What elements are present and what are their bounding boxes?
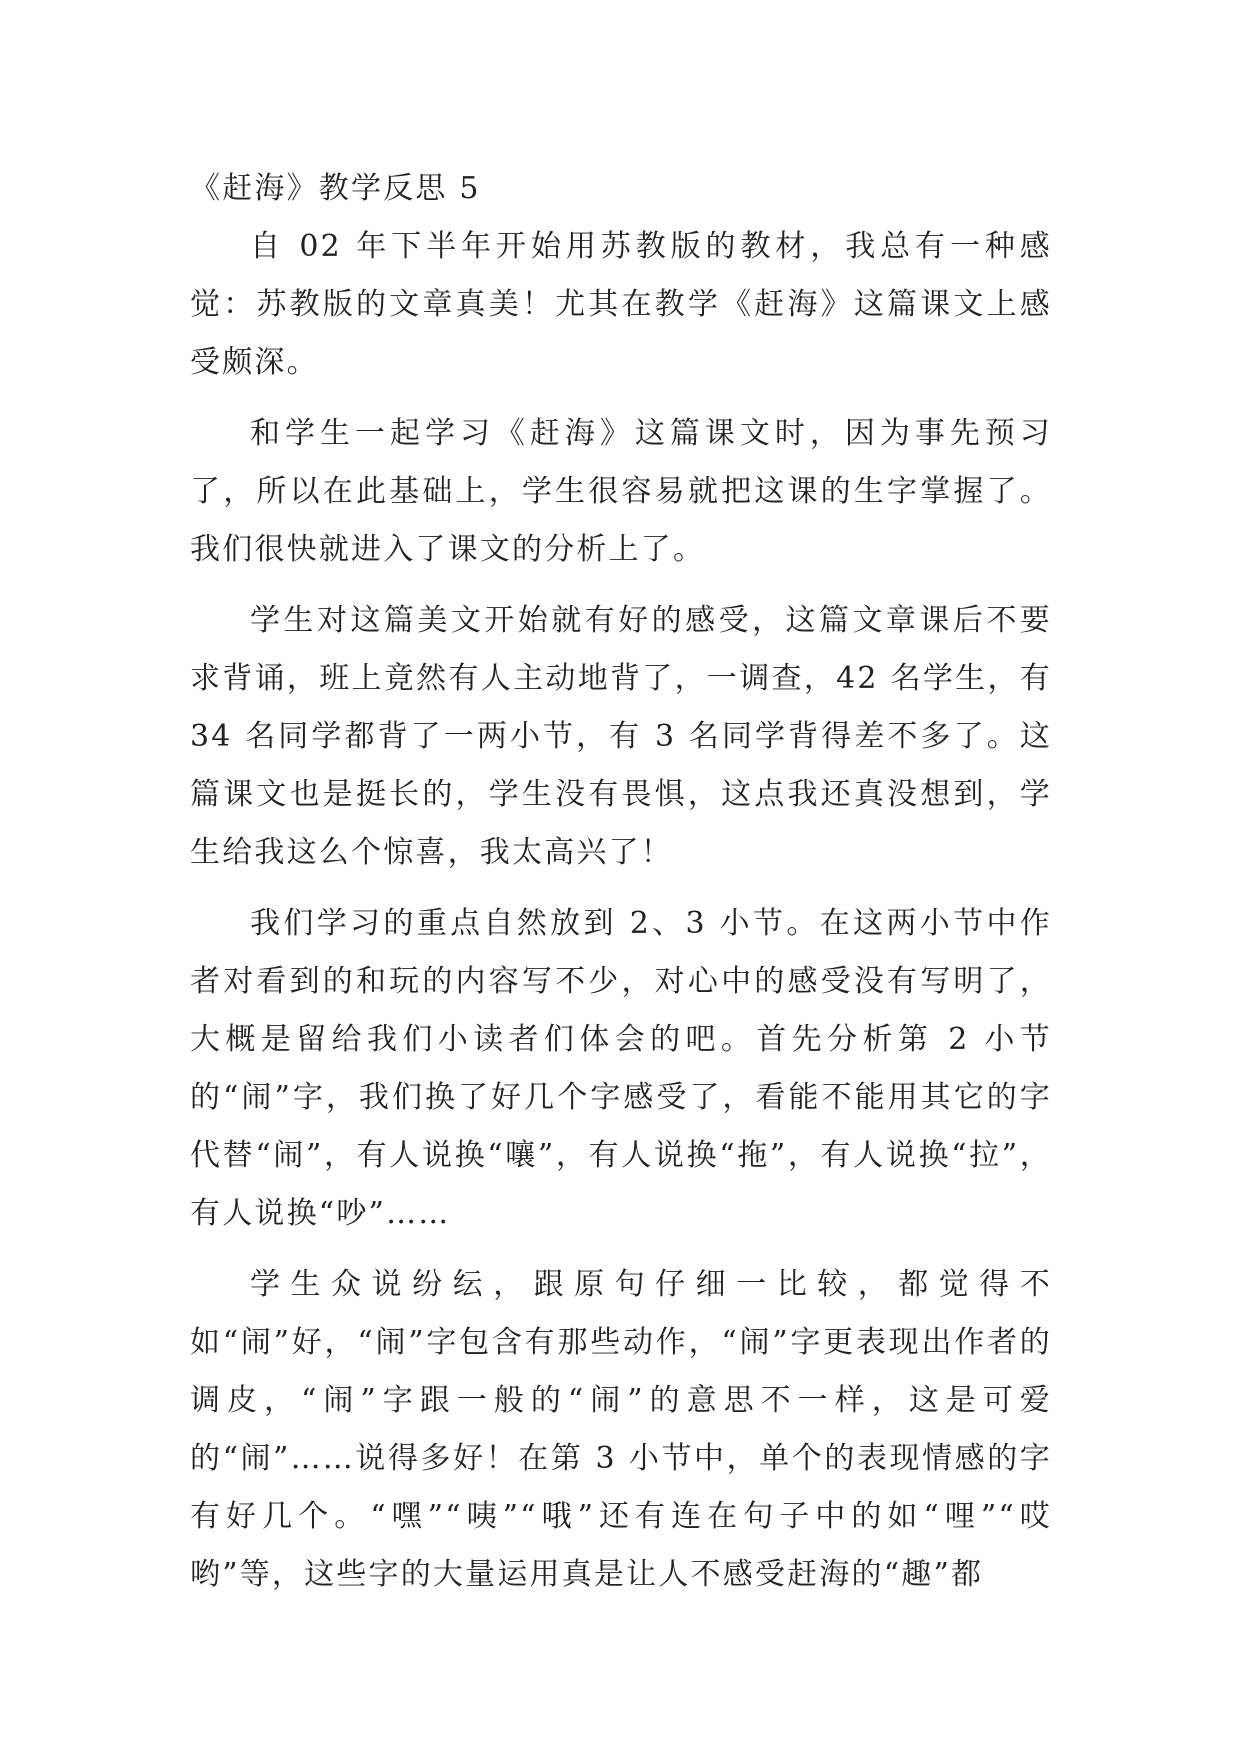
paragraph-4: 我们学习的重点自然放到 2、3 小节。在这两小节中作者对看到的和玩的内容写不少，对心中的感受没有写明了，大概是留给我们小读者们体会的吧。首先分析第 2 小节的“闹”字，我们换了好几个字感受了，看能不能用其它的字代替“闹”，有人说换“嚷”，有人说换“拖”，有人说换“拉”，有人说换“吵”…… [190, 906, 1052, 1231]
paragraph-1: 自 02 年下半年开始用苏教版的教材，我总有一种感觉：苏教版的文章真美！尤其在教学《赶海》这篇课文上感受颇深。 [190, 229, 1052, 380]
document-title: 《赶海》教学反思 5 [190, 171, 481, 206]
document-body [190, 160, 1052, 1617]
paragraph-3: 学生对这篇美文开始就有好的感受，这篇文章课后不要求背诵，班上竟然有人主动地背了，一调查，42 名学生，有 34 名同学都背了一两小节，有 3 名同学背得差不多了。这篇课文也是挺长的，学生没有畏惧，这点我还真没想到，学生给我这么个惊喜，我太高兴了！ [190, 603, 1052, 870]
paragraph-2: 和学生一起学习《赶海》这篇课文时，因为事先预习了，所以在此基础上，学生很容易就把这课的生字掌握了。我们很快就进入了课文的分析上了。 [190, 416, 1052, 567]
paragraph-5: 学生众说纷纭，跟原句仔细一比较，都觉得不如“闹”好，“闹”字包含有那些动作，“闹”字更表现出作者的调皮，“闹”字跟一般的“闹”的意思不一样，这是可爱的“闹”……说得多好！在第 3 小节中，单个的表现情感的字有好几个。“嘿”“咦”“哦”还有连在句子中的如“哩”“哎哟”等，这些字的大量运用真是让人不感受赶海的“趣”都 [190, 1267, 1052, 1592]
